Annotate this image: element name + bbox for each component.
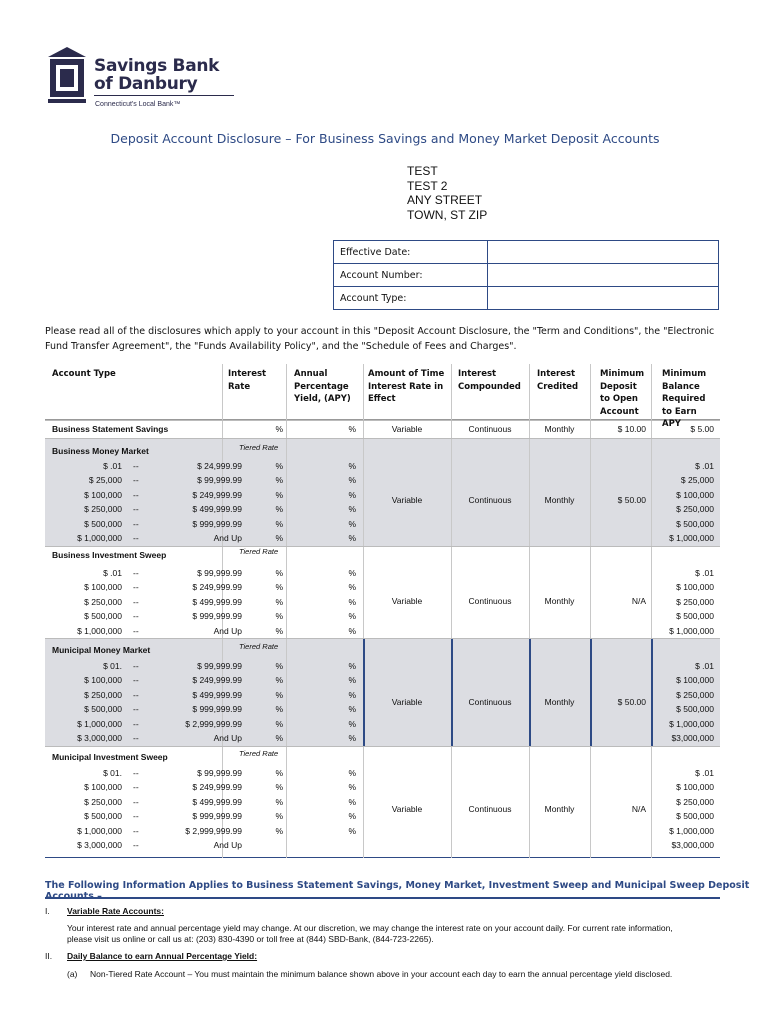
mmm-tier-dash: -- — [133, 733, 139, 743]
mis-tier-min-balance: $ 1,000,000 — [669, 825, 714, 836]
section-1-body-2: please visit us online or call us at: (203) 830-4390 or toll free at (844) SBD-Bank, (844-723-2265). — [67, 934, 434, 944]
mis-tier-from: $ 100,000 — [84, 782, 122, 793]
mmm-credited: Monthly — [544, 697, 575, 707]
mmm-tier-min-balance: $ .01 — [695, 661, 714, 671]
bmm-tier-min-balance: $ 500,000 — [676, 518, 714, 529]
account-number-field[interactable] — [488, 264, 719, 287]
account-info-table — [333, 240, 719, 310]
mmm-tier-from: $ 100,000 — [84, 675, 122, 686]
bmm-tier-rate: % — [275, 518, 283, 529]
bis-tier-rate: % — [275, 582, 283, 593]
bmm-tier-apy: % — [348, 518, 356, 529]
mis-time: Variable — [391, 804, 423, 814]
bmm-tier-apy: % — [348, 504, 356, 515]
header-credited: Interest Credited — [537, 369, 579, 392]
bmm-tier-dash: -- — [133, 533, 139, 543]
intro-paragraph: Please read all of the disclosures which apply to your account in this "Deposit Account Disclosure, the "Term and Conditions", the "Electronic Fund Transfer Agreement", the "Funds Availability Policy", and the "Schedule of Fees and Charges". — [45, 326, 715, 352]
mis-tier-to: $ 99,999.99 — [197, 768, 242, 778]
highlight-divider — [451, 638, 453, 746]
bmm-tier-apy: % — [348, 533, 356, 543]
mmm-tier-from: $ 3,000,000 — [77, 733, 122, 743]
mmm-tier-dash: -- — [133, 704, 139, 715]
mis-tier-min-balance: $ .01 — [695, 768, 714, 778]
mis-tier-from: $ 1,000,000 — [77, 825, 122, 836]
mmm-min-deposit: $ 50.00 — [617, 697, 646, 707]
section-2-item-a-label: (a) — [67, 969, 78, 979]
mis-tier-apy: % — [348, 796, 356, 807]
mis-tier-apy: % — [348, 768, 356, 778]
bis-tier-rate: % — [275, 625, 283, 636]
row-divider — [45, 546, 720, 547]
mmm-time: Variable — [391, 697, 423, 707]
mmm-tier-apy: % — [348, 704, 356, 715]
mmm-tier-dash: -- — [133, 661, 139, 671]
highlight-divider — [529, 638, 531, 746]
header-interest-rate: Interest Rate — [228, 369, 267, 392]
mis-tier-from: $ 3,000,000 — [77, 840, 122, 850]
bis-tier-min-balance: $ .01 — [695, 568, 714, 578]
mmm-tier-from: $ 500,000 — [84, 704, 122, 715]
header-min-balance: Minimum Balance Required to Earn APY — [662, 369, 707, 429]
bank-logo — [46, 45, 236, 115]
mmm-tier-from: $ 250,000 — [84, 689, 122, 700]
bmm-tier-from: $ 100,000 — [84, 489, 122, 500]
bmm-time: Variable — [391, 495, 423, 505]
bis-tiered-label: Tiered Rate — [239, 547, 279, 556]
bmm-tier-min-balance: $ 25,000 — [680, 475, 714, 486]
bis-tier-from: $ 1,000,000 — [77, 625, 122, 636]
bis-tier-dash: -- — [133, 625, 139, 636]
mis-credited: Monthly — [544, 804, 575, 814]
mmm-tier-to: $ 2,999,999.99 — [185, 718, 242, 729]
section-bis: Business Investment Sweep — [52, 550, 167, 560]
bis-tier-rate: % — [275, 568, 283, 578]
mmm-tiered-label: Tiered Rate — [239, 642, 279, 651]
bss-rate: % — [275, 424, 283, 434]
bmm-tier-min-balance: $ 1,000,000 — [669, 533, 714, 543]
bmm-tier-from: $ 25,000 — [88, 475, 122, 486]
mmm-tier-apy: % — [348, 718, 356, 729]
bis-tier-apy: % — [348, 596, 356, 607]
bis-tier-apy: % — [348, 582, 356, 593]
mmm-tier-dash: -- — [133, 675, 139, 686]
mmm-tier-to: And Up — [213, 733, 242, 743]
mmm-tier-min-balance: $ 100,000 — [676, 675, 714, 686]
row-divider — [45, 746, 720, 747]
bmm-tier-dash: -- — [133, 504, 139, 515]
bis-compounded: Continuous — [468, 596, 512, 606]
section-business-statement-savings: Business Statement Savings — [52, 424, 169, 434]
bmm-compounded: Continuous — [468, 495, 512, 505]
bmm-tier-dash: -- — [133, 518, 139, 529]
mis-tier-rate: % — [275, 825, 283, 836]
mis-tier-rate: % — [275, 796, 283, 807]
mis-tier-dash: -- — [133, 811, 139, 822]
mis-tier-to: $ 499,999.99 — [192, 796, 242, 807]
mmm-tier-to: $ 99,999.99 — [197, 661, 242, 671]
highlight-divider — [651, 638, 653, 746]
section-2-item-a: Non-Tiered Rate Account – You must maintain the minimum balance shown above in your account each day to earn the annual percentage yield disclosed. — [90, 969, 673, 979]
bss-credited: Monthly — [544, 424, 575, 434]
heading-rule — [45, 897, 720, 899]
mis-tier-dash: -- — [133, 768, 139, 778]
mmm-tier-dash: -- — [133, 718, 139, 729]
logo-tagline: Connecticut's Local Bank™ — [95, 101, 181, 108]
header-account-type: Account Type — [52, 369, 116, 379]
mis-tier-dash: -- — [133, 825, 139, 836]
mis-min-deposit: N/A — [631, 804, 646, 814]
mis-tier-to: And Up — [213, 840, 242, 850]
bmm-tier-min-balance: $ 250,000 — [676, 504, 714, 515]
mmm-tier-rate: % — [275, 704, 283, 715]
bis-tier-dash: -- — [133, 568, 139, 578]
mis-tier-apy: % — [348, 825, 356, 836]
mmm-tier-min-balance: $ 500,000 — [676, 704, 714, 715]
section-bmm: Business Money Market — [52, 446, 149, 456]
bmm-tier-rate: % — [275, 533, 283, 543]
bmm-min-deposit: $ 50.00 — [617, 495, 646, 505]
mmm-tier-min-balance: $ 250,000 — [676, 689, 714, 700]
mis-tier-min-balance: $ 500,000 — [676, 811, 714, 822]
bis-tier-dash: -- — [133, 611, 139, 622]
mis-tier-dash: -- — [133, 840, 139, 850]
mmm-tier-dash: -- — [133, 689, 139, 700]
bis-tier-dash: -- — [133, 596, 139, 607]
bss-compounded: Continuous — [468, 424, 512, 434]
bmm-tier-min-balance: $ 100,000 — [676, 489, 714, 500]
bis-credited: Monthly — [544, 596, 575, 606]
bmm-tiered-label: Tiered Rate — [239, 443, 279, 452]
bis-tier-to: And Up — [213, 625, 242, 636]
mis-tier-dash: -- — [133, 782, 139, 793]
mmm-tier-rate: % — [275, 718, 283, 729]
bis-tier-rate: % — [275, 596, 283, 607]
bmm-tier-rate: % — [275, 475, 283, 486]
section-1-number: I. — [45, 906, 50, 916]
bmm-tier-to: $ 999,999.99 — [192, 518, 242, 529]
bis-tier-min-balance: $ 100,000 — [676, 582, 714, 593]
mmm-tier-to: $ 999,999.99 — [192, 704, 242, 715]
mmm-tier-from: $ 01. — [103, 661, 122, 671]
effective-date-label: Effective Date: — [334, 241, 488, 264]
bmm-tier-dash: -- — [133, 489, 139, 500]
document-title: Deposit Account Disclosure – For Business Savings and Money Market Deposit Accounts — [110, 131, 660, 146]
header-apy: Annual Percentage Yield, (APY) — [294, 369, 351, 404]
bank-building-icon — [46, 45, 88, 109]
bmm-tier-apy: % — [348, 489, 356, 500]
effective-date-field[interactable] — [488, 241, 719, 264]
bis-tier-min-balance: $ 500,000 — [676, 611, 714, 622]
bis-tier-apy: % — [348, 611, 356, 622]
header-time-in-effect: Amount of Time Interest Rate in Effect — [368, 369, 445, 404]
bmm-tier-to: $ 99,999.99 — [197, 475, 242, 486]
bss-apy: % — [348, 424, 356, 434]
bis-tier-to: $ 499,999.99 — [192, 596, 242, 607]
section-1-heading: Variable Rate Accounts: — [67, 906, 164, 916]
mmm-tier-apy: % — [348, 661, 356, 671]
mis-tier-from: $ 250,000 — [84, 796, 122, 807]
mailing-address: TEST TEST 2 ANY STREET TOWN, ST ZIP — [407, 164, 488, 222]
mis-tier-to: $ 999,999.99 — [192, 811, 242, 822]
bmm-tier-apy: % — [348, 475, 356, 486]
row-divider — [45, 638, 720, 639]
bmm-tier-rate: % — [275, 489, 283, 500]
bis-tier-to: $ 999,999.99 — [192, 611, 242, 622]
mmm-tier-min-balance: $ 1,000,000 — [669, 718, 714, 729]
bis-tier-to: $ 249,999.99 — [192, 582, 242, 593]
section-mmm: Municipal Money Market — [52, 645, 151, 655]
bis-tier-from: $ 250,000 — [84, 596, 122, 607]
bmm-tier-dash: -- — [133, 461, 139, 471]
bmm-tier-rate: % — [275, 461, 283, 471]
bmm-tier-min-balance: $ .01 — [695, 461, 714, 471]
bss-min-deposit: $ 10.00 — [617, 424, 646, 434]
mis-compounded: Continuous — [468, 804, 512, 814]
mmm-tier-apy: % — [348, 733, 356, 743]
bis-min-deposit: N/A — [631, 596, 646, 606]
account-number-label: Account Number: — [334, 264, 488, 287]
mmm-tier-min-balance: $3,000,000 — [671, 733, 714, 743]
mis-tier-from: $ 01. — [103, 768, 122, 778]
mis-tier-rate: % — [275, 811, 283, 822]
mmm-tier-rate: % — [275, 689, 283, 700]
mis-tier-dash: -- — [133, 796, 139, 807]
bis-tier-from: $ 500,000 — [84, 611, 122, 622]
bmm-tier-rate: % — [275, 504, 283, 515]
mmm-tier-rate: % — [275, 733, 283, 743]
mmm-compounded: Continuous — [468, 697, 512, 707]
section-2-number: II. — [45, 951, 53, 961]
logo-name: Savings Bank of Danbury — [94, 56, 220, 94]
mis-tier-apy: % — [348, 811, 356, 822]
mmm-tier-to: $ 499,999.99 — [192, 689, 242, 700]
highlight-divider — [590, 638, 592, 746]
bis-tier-to: $ 99,999.99 — [197, 568, 242, 578]
bmm-tier-from: $ .01 — [103, 461, 122, 471]
mis-tier-to: $ 2,999,999.99 — [185, 825, 242, 836]
row-divider — [45, 438, 720, 439]
mmm-tier-to: $ 249,999.99 — [192, 675, 242, 686]
mmm-tier-rate: % — [275, 675, 283, 686]
bmm-tier-from: $ 1,000,000 — [77, 533, 122, 543]
bmm-tier-to: $ 24,999.99 — [197, 461, 242, 471]
bis-tier-apy: % — [348, 568, 356, 578]
bmm-credited: Monthly — [544, 495, 575, 505]
mmm-tier-apy: % — [348, 675, 356, 686]
mis-tier-rate: % — [275, 782, 283, 793]
rates-table — [45, 364, 720, 858]
bmm-tier-from: $ 250,000 — [84, 504, 122, 515]
bmm-tier-to: $ 249,999.99 — [192, 489, 242, 500]
bss-min-balance: $ 5.00 — [690, 424, 714, 434]
mis-tier-apy: % — [348, 782, 356, 793]
mis-tiered-label: Tiered Rate — [239, 749, 279, 758]
row-divider — [45, 420, 720, 421]
mmm-tier-apy: % — [348, 689, 356, 700]
header-compounded: Interest Compounded — [458, 369, 521, 392]
bis-tier-min-balance: $ 250,000 — [676, 596, 714, 607]
account-type-field[interactable] — [488, 287, 719, 310]
account-type-label: Account Type: — [334, 287, 488, 310]
mis-tier-from: $ 500,000 — [84, 811, 122, 822]
logo-rule — [94, 95, 234, 97]
highlight-divider — [363, 638, 365, 746]
header-min-deposit: Minimum Deposit to Open Account — [600, 369, 645, 417]
bss-time: Variable — [391, 424, 423, 434]
bmm-tier-to: And Up — [213, 533, 242, 543]
mis-tier-min-balance: $3,000,000 — [671, 840, 714, 850]
bmm-tier-dash: -- — [133, 475, 139, 486]
section-1-body-1: Your interest rate and annual percentage yield may change. At our discretion, we may change the interest rate on your account daily. For current rate information, — [67, 923, 673, 933]
section-mis: Municipal Investment Sweep — [52, 752, 168, 762]
bis-tier-min-balance: $ 1,000,000 — [669, 625, 714, 636]
bmm-tier-from: $ 500,000 — [84, 518, 122, 529]
following-info-heading: The Following Information Applies to Business Statement Savings, Money Market, Investment Sweep and Municipal Sweep Deposit — [45, 880, 750, 891]
section-2-heading: Daily Balance to earn Annual Percentage Yield: — [67, 951, 258, 961]
bis-tier-from: $ 100,000 — [84, 582, 122, 593]
bis-tier-from: $ .01 — [103, 568, 122, 578]
mmm-tier-from: $ 1,000,000 — [77, 718, 122, 729]
bis-tier-dash: -- — [133, 582, 139, 593]
bis-tier-apy: % — [348, 625, 356, 636]
mis-tier-to: $ 249,999.99 — [192, 782, 242, 793]
bis-tier-rate: % — [275, 611, 283, 622]
mmm-tier-rate: % — [275, 661, 283, 671]
mis-tier-min-balance: $ 250,000 — [676, 796, 714, 807]
bmm-tier-apy: % — [348, 461, 356, 471]
bis-time: Variable — [391, 596, 423, 606]
mis-tier-rate: % — [275, 768, 283, 778]
mis-tier-min-balance: $ 100,000 — [676, 782, 714, 793]
bmm-tier-to: $ 499,999.99 — [192, 504, 242, 515]
